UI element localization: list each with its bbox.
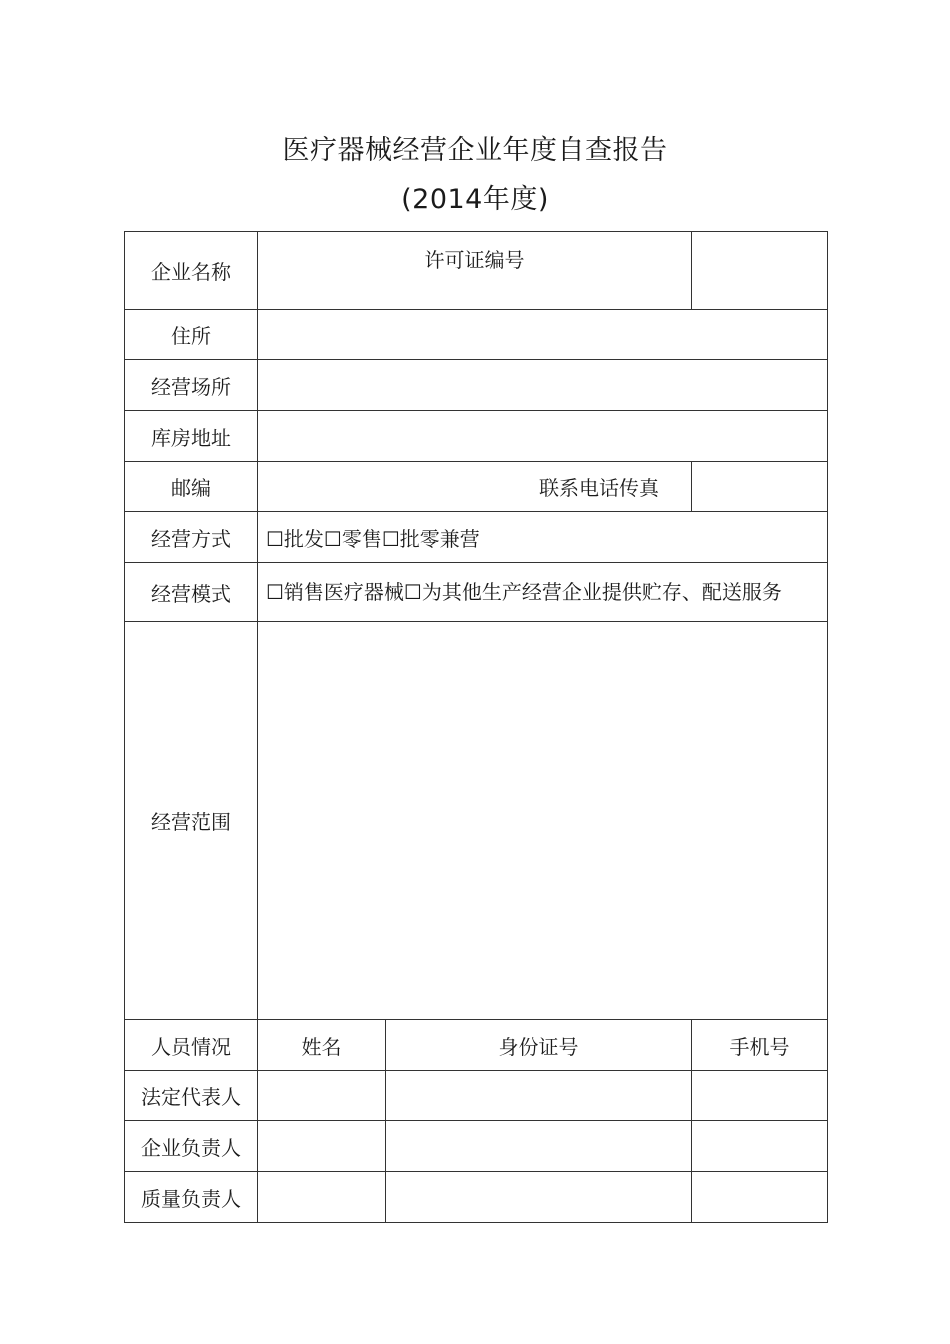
table-row xyxy=(125,1071,828,1121)
license-no-label: 许可证编号 xyxy=(424,248,525,272)
business-mode-row xyxy=(125,563,828,622)
business-mode-label: 经营模式 xyxy=(125,563,258,622)
personnel-header-row xyxy=(125,1020,828,1071)
contact-field[interactable] xyxy=(692,462,828,512)
residence-row xyxy=(125,310,828,360)
page-title: 医疗器械经营企业年度自查报告 xyxy=(282,135,668,166)
warehouse-address-label: 库房地址 xyxy=(125,411,258,462)
warehouse-address-field[interactable] xyxy=(258,411,828,462)
quality-head-name-field[interactable] xyxy=(258,1172,386,1223)
business-premises-field[interactable] xyxy=(258,360,828,411)
col-id-number-header: 身份证号 xyxy=(386,1020,692,1071)
business-method-label: 经营方式 xyxy=(125,512,258,563)
business-scope-label: 经营范围 xyxy=(125,622,258,1020)
col-name-header: 姓名 xyxy=(258,1020,386,1071)
business-scope-field[interactable] xyxy=(258,622,828,1020)
business-premises-label: 经营场所 xyxy=(125,360,258,411)
table-row xyxy=(125,1172,828,1223)
table-row xyxy=(125,1121,828,1172)
personnel-label: 人员情况 xyxy=(125,1020,258,1071)
postcode-label: 邮编 xyxy=(125,462,258,512)
warehouse-address-row xyxy=(125,411,828,462)
postcode-row xyxy=(125,462,828,512)
company-name-label: 企业名称 xyxy=(125,232,258,310)
business-premises-row xyxy=(125,360,828,411)
business-method-row xyxy=(125,512,828,563)
enterprise-head-phone-field[interactable] xyxy=(692,1121,828,1172)
legal-representative-label: 法定代表人 xyxy=(125,1071,258,1121)
business-method-options[interactable]: ☐批发☐零售☐批零兼营 xyxy=(258,512,828,563)
page-subtitle: (2014年度) xyxy=(401,184,549,215)
quality-head-phone-field[interactable] xyxy=(692,1172,828,1223)
col-phone-header: 手机号 xyxy=(692,1020,828,1071)
license-no-field[interactable] xyxy=(692,232,828,310)
company-name-row xyxy=(125,232,828,310)
contact-label: 联系电话传真 xyxy=(258,462,692,512)
company-name-field[interactable] xyxy=(258,232,692,310)
legal-representative-phone-field[interactable] xyxy=(692,1071,828,1121)
legal-representative-id-field[interactable] xyxy=(386,1071,692,1121)
self-inspection-form xyxy=(124,231,828,1223)
enterprise-head-label: 企业负责人 xyxy=(125,1121,258,1172)
quality-head-id-field[interactable] xyxy=(386,1172,692,1223)
business-scope-row xyxy=(125,622,828,1020)
legal-representative-name-field[interactable] xyxy=(258,1071,386,1121)
quality-head-label: 质量负责人 xyxy=(125,1172,258,1223)
enterprise-head-id-field[interactable] xyxy=(386,1121,692,1172)
business-mode-options[interactable]: ☐销售医疗器械☐为其他生产经营企业提供贮存、配送服务 xyxy=(258,563,828,622)
residence-label: 住所 xyxy=(125,310,258,360)
residence-field[interactable] xyxy=(258,310,828,360)
enterprise-head-name-field[interactable] xyxy=(258,1121,386,1172)
